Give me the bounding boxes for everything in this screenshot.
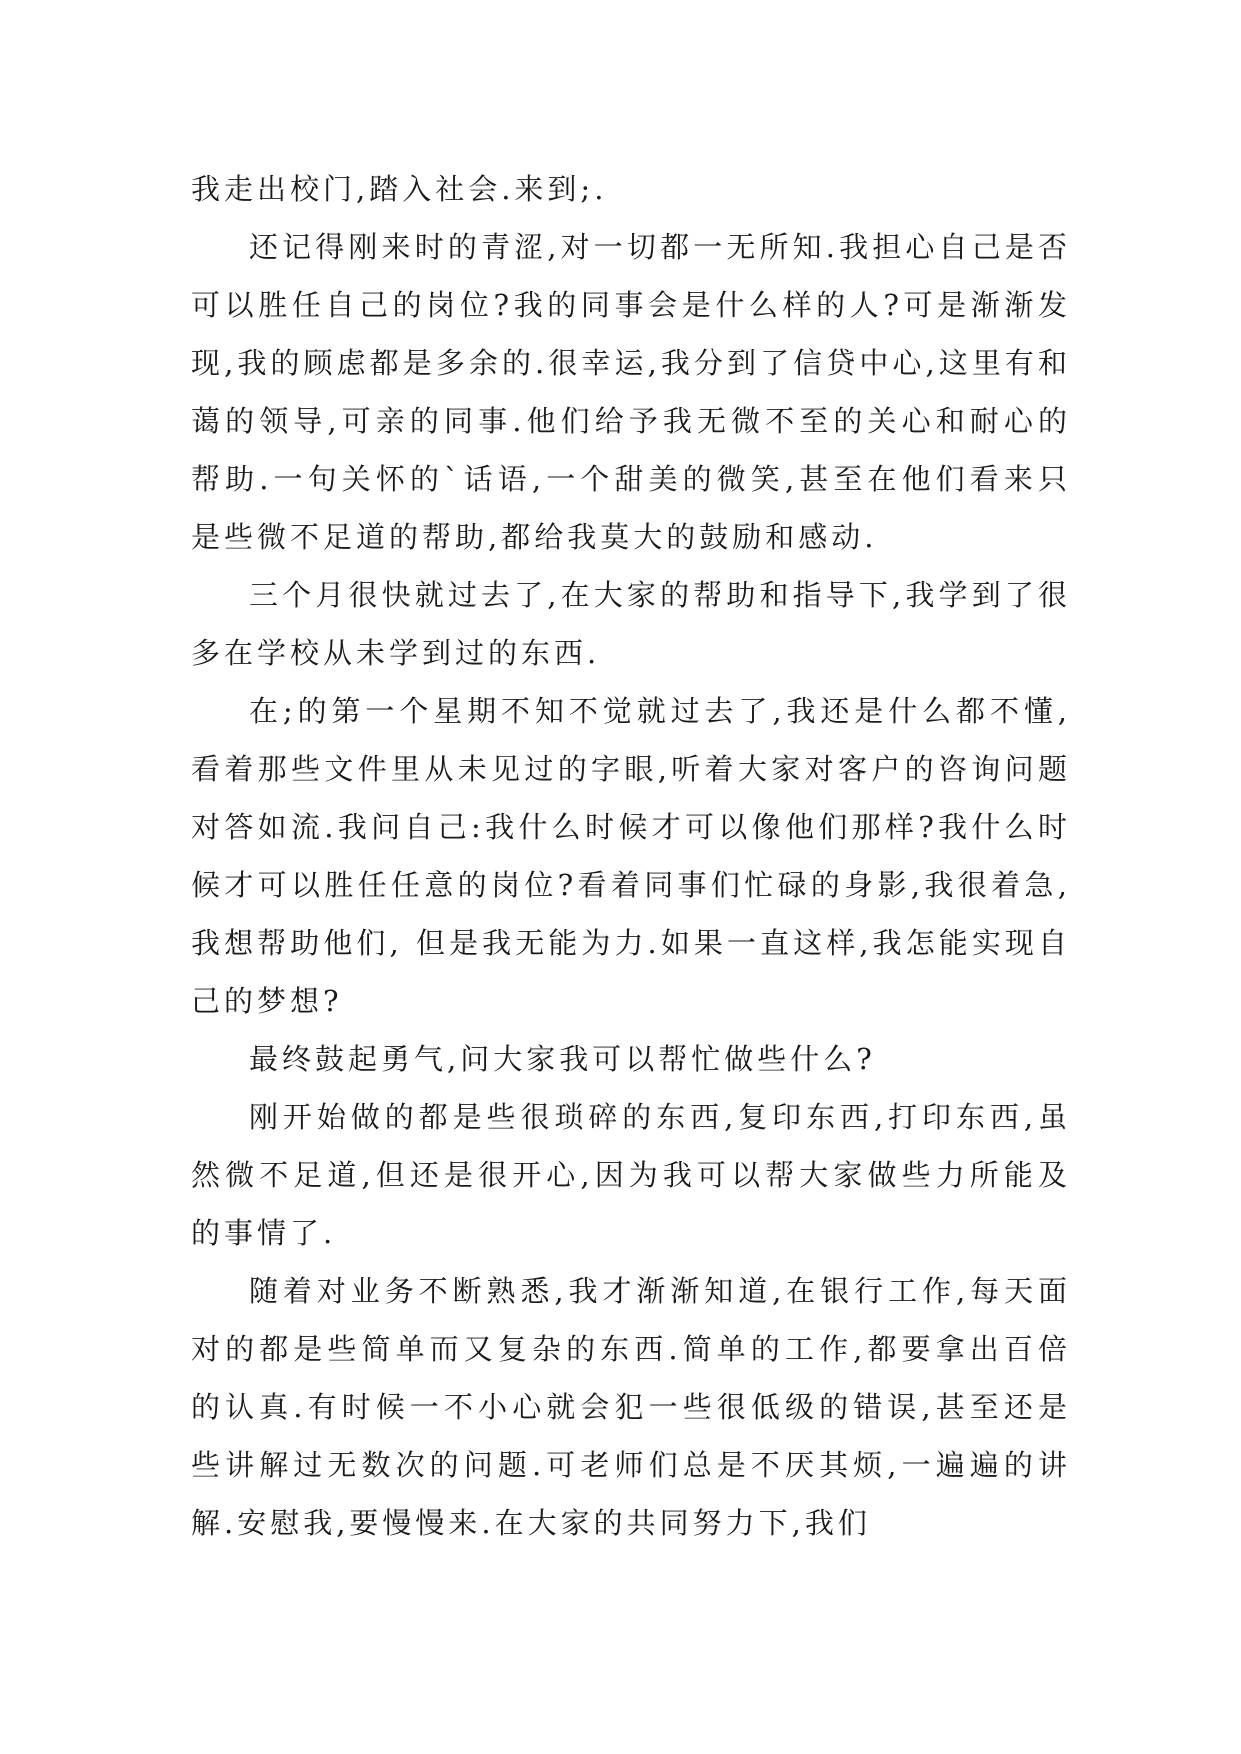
paragraph-4: 在;的第一个星期不知不觉就过去了,我还是什么都不懂,看着那些文件里从未见过的字眼,听着大家对客户的咨询问题对答如流.我问自己:我什么时候才可以像他们那样?我什么时候才可以胜任任意的岗位?看着同事们忙碌的身影,我很着急,我想帮助他们, 但是我无能为力.如果一直这样,我怎能实现自己的梦想? xyxy=(191,694,1071,1018)
paragraph-2: 还记得刚来时的青涩,对一切都一无所知.我担心自己是否可以胜任自己的岗位?我的同事会是什么样的人?可是渐渐发现,我的顾虑都是多余的.很幸运,我分到了信贷中心,这里有和蔼的领导,可亲的同事.他们给予我无微不至的关心和耐心的帮助.一句关怀的`话语,一个甜美的微笑,甚至在他们看来只是些微不足道的帮助,都给我莫大的鼓励和感动. xyxy=(191,230,1071,554)
paragraph-7: 随着对业务不断熟悉,我才渐渐知道,在银行工作,每天面对的都是些简单而又复杂的东西.简单的工作,都要拿出百倍的认真.有时候一不小心就会犯一些很低级的错误,甚至还是些讲解过无数次的问题.可老师们总是不厌其烦,一遍遍的讲解.安慰我,要慢慢来.在大家的共同努力下,我们 xyxy=(191,1274,1071,1540)
paragraph-3: 三个月很快就过去了,在大家的帮助和指导下,我学到了很多在学校从未学到过的东西. xyxy=(191,578,1071,670)
paragraph-5: 最终鼓起勇气,问大家我可以帮忙做些什么? xyxy=(249,1042,876,1076)
paragraph-6: 刚开始做的都是些很琐碎的东西,复印东西,打印东西,虽然微不足道,但还是很开心,因为我可以帮大家做些力所能及的事情了. xyxy=(191,1100,1071,1250)
paragraph-1: 我走出校门,踏入社会.来到;. xyxy=(191,172,608,206)
body-text xyxy=(191,160,1071,1552)
